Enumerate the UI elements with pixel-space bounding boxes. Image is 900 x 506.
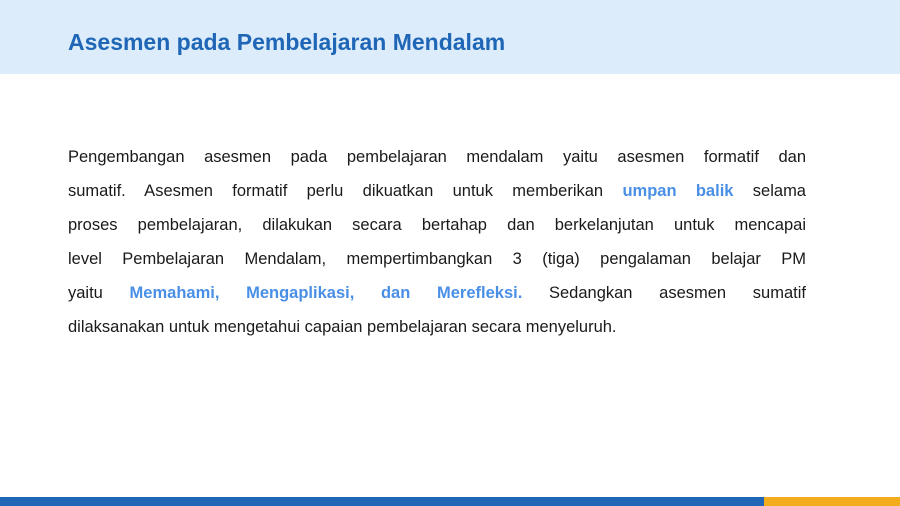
paragraph-line-6: dilaksanakan untuk mengetahui capaian pembelajaran secara menyeluruh.	[68, 318, 617, 336]
paragraph-text: sumatif. Asesmen formatif perlu dikuatkan untuk memberikan	[68, 182, 604, 200]
paragraph-line-4: level Pembelajaran Mendalam, mempertimbangkan 3 (tiga) pengalaman belajar PM	[68, 250, 806, 268]
footer-bar-orange	[764, 497, 900, 506]
footer-bar-blue	[0, 497, 764, 506]
paragraph-line-5	[68, 276, 806, 310]
paragraph-text: Sedangkan asesmen sumatif	[548, 284, 806, 302]
paragraph-text: selama	[752, 182, 806, 200]
highlight-learning-experiences: Memahami, Mengaplikasi, dan Merefleksi.	[129, 284, 523, 302]
slide-title: Asesmen pada Pembelajaran Mendalam	[68, 29, 506, 55]
paragraph-line-3: proses pembelajaran, dilakukan secara bertahap dan berkelanjutan untuk mencapai	[68, 216, 806, 234]
highlight-umpan-balik: umpan balik	[622, 182, 734, 200]
paragraph-line-1: Pengembangan asesmen pada pembelajaran mendalam yaitu asesmen formatif dan	[68, 148, 806, 166]
paragraph-line-2	[68, 174, 806, 208]
paragraph-text: yaitu	[68, 284, 103, 302]
body-paragraph	[68, 140, 806, 344]
